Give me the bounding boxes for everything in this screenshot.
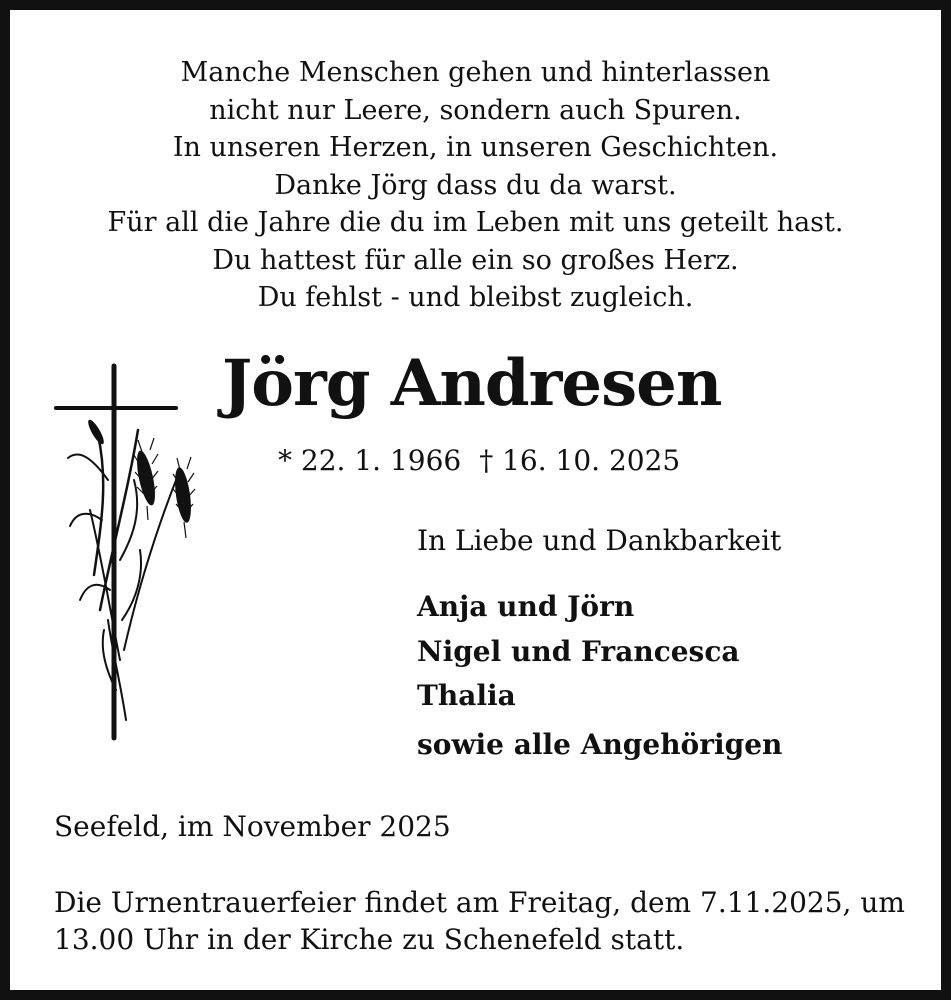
birth-date: * 22. 1. 1966	[278, 444, 462, 477]
mourner-name: Thalia	[417, 679, 516, 712]
life-dates	[278, 444, 680, 477]
poem-line: Du fehlst - und bleibst zugleich.	[257, 282, 694, 313]
poem-line: nicht nur Leere, sondern auch Spuren.	[209, 94, 742, 126]
ceremony-line: 13.00 Uhr in der Kirche zu Schenefeld statt.	[54, 923, 685, 956]
poem	[20, 54, 931, 317]
poem-line: Manche Menschen gehen und hinterlassen	[180, 57, 771, 88]
mourner-name: Nigel und Francesca	[417, 634, 740, 668]
ceremony-line: Die Urnentrauerfeier findet am Freitag, dem 7.11.2025, um	[54, 886, 905, 919]
ceremony-info	[54, 884, 905, 958]
poem-line: Du hattest für alle ein so großes Herz.	[212, 244, 739, 276]
mourner-name: Anja und Jörn	[417, 590, 635, 623]
deceased-name: Jörg Andresen	[222, 346, 722, 421]
mourners-closing: sowie alle Angehörigen	[417, 728, 783, 761]
poem-line: Danke Jörg dass du da warst.	[274, 169, 677, 201]
place-date: Seefeld, im November 2025	[54, 810, 451, 843]
poem-line: Für all die Jahre die du im Leben mit uns geteilt hast.	[107, 207, 844, 238]
poem-line: In unseren Herzen, in unseren Geschichten.	[172, 132, 779, 163]
cross-with-wheat-icon	[50, 360, 220, 745]
death-date: † 16. 10. 2025	[479, 444, 681, 477]
mourners-list	[417, 585, 740, 719]
mourners-intro: In Liebe und Dankbarkeit	[417, 524, 782, 557]
